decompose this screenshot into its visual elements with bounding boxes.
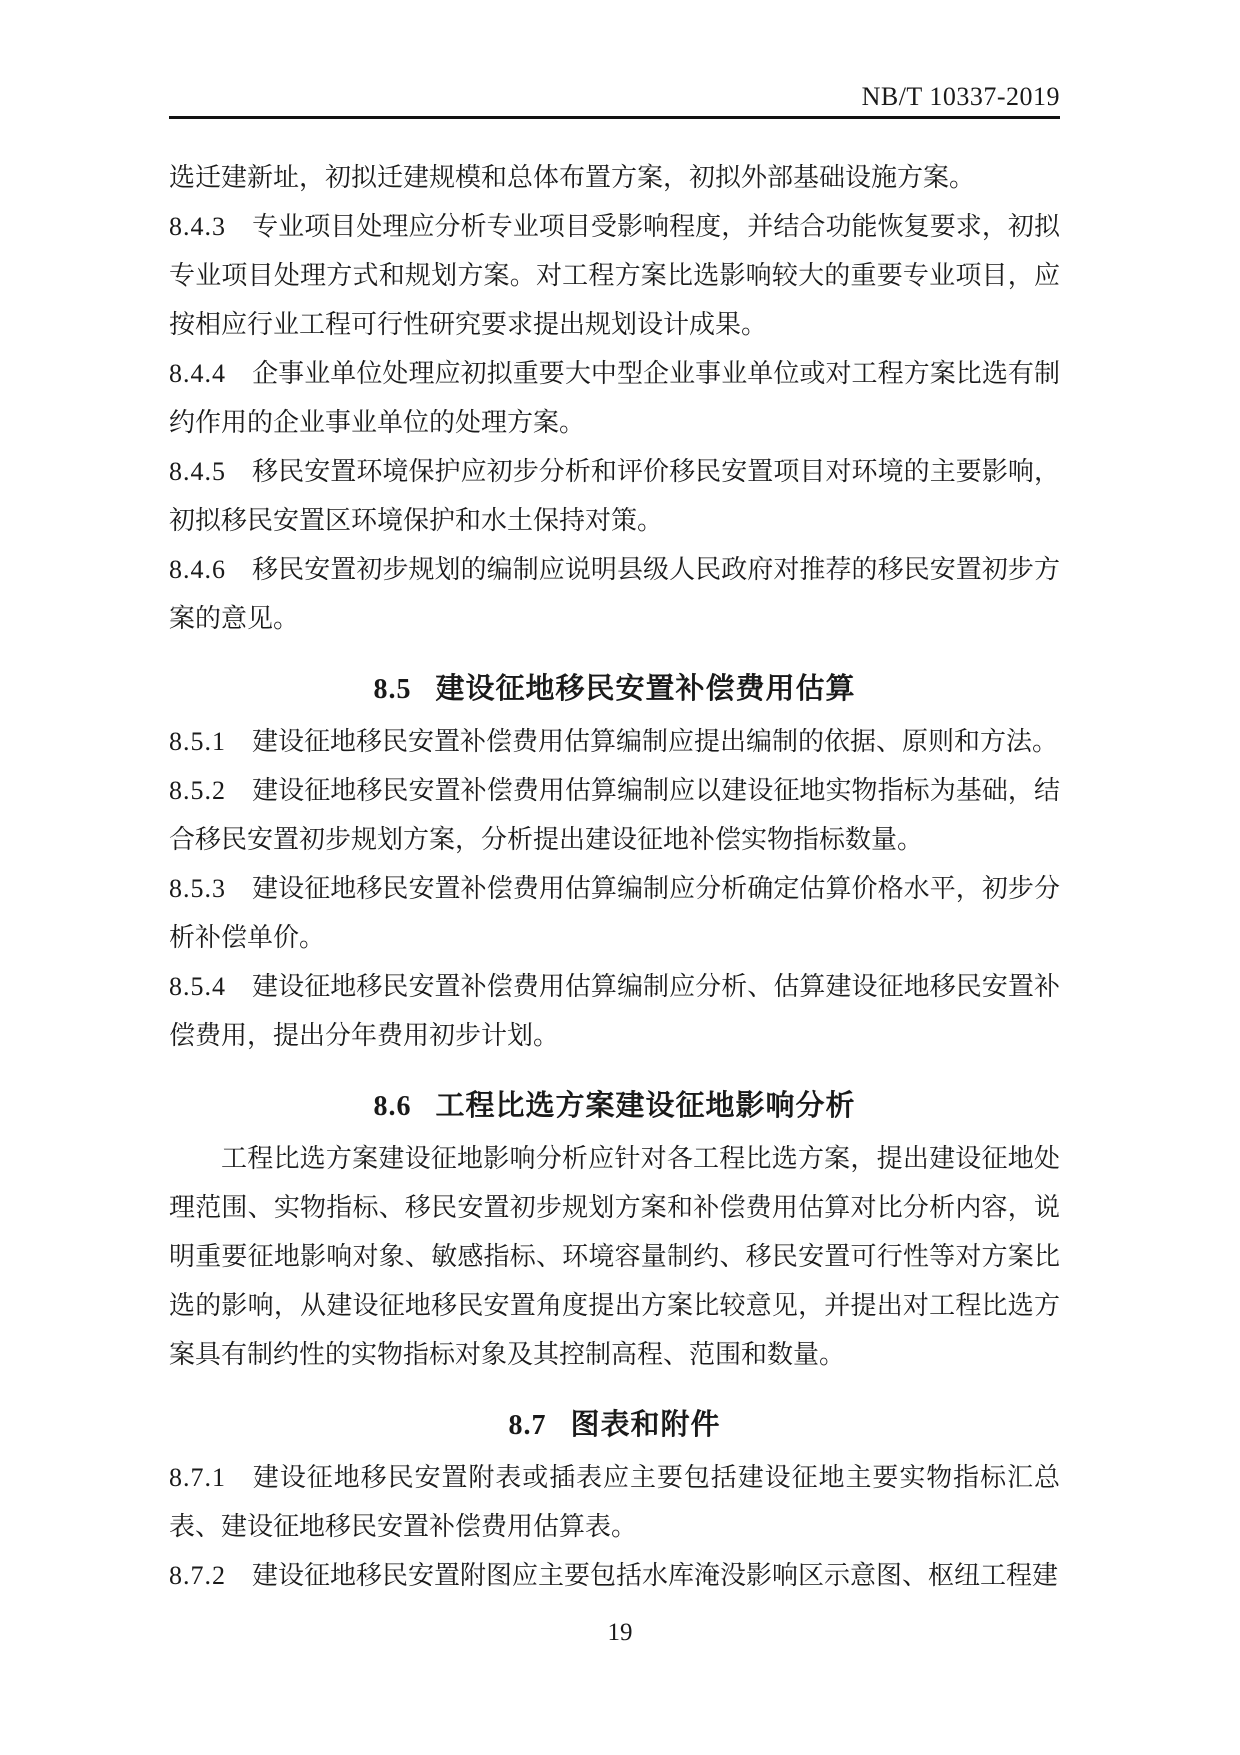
heading-title: 图表和附件 — [570, 1409, 721, 1441]
clause-text: 建设征地移民安置补偿费用估算编制应以建设征地实物指标为基础，结合移民安置初步规划方案，分析提出建设征地补偿实物指标数量。 — [169, 776, 1060, 854]
heading-number: 8.6 — [373, 1091, 412, 1122]
clause-text: 建设征地移民安置补偿费用估算编制应分析确定估算价格水平，初步分析补偿单价。 — [169, 874, 1060, 952]
clause-number: 8.4.4 — [169, 359, 226, 388]
section-heading-8-5 — [169, 664, 1060, 715]
clause-8-4-4 — [169, 349, 1060, 447]
clause-text: 建设征地移民安置附表或插表应主要包括建设征地主要实物指标汇总表、建设征地移民安置补偿费用估算表。 — [169, 1463, 1060, 1541]
clause-number: 8.5.4 — [169, 972, 226, 1001]
clause-number: 8.4.6 — [169, 555, 226, 584]
clause-text: 移民安置初步规划的编制应说明县级人民政府对推荐的移民安置初步方案的意见。 — [169, 555, 1060, 633]
heading-title: 工程比选方案建设征地影响分析 — [435, 1090, 856, 1122]
clause-8-5-2 — [169, 766, 1060, 864]
paragraph-text: 选迁建新址，初拟迁建规模和总体布置方案，初拟外部基础设施方案。 — [169, 163, 976, 192]
clause-8-4-3 — [169, 202, 1060, 349]
clause-number: 8.4.3 — [169, 212, 226, 241]
clause-number: 8.4.5 — [169, 457, 226, 486]
document-body — [169, 153, 1060, 1600]
clause-number: 8.7.2 — [169, 1561, 226, 1590]
clause-text: 建设征地移民安置补偿费用估算编制应分析、估算建设征地移民安置补偿费用，提出分年费用初步计划。 — [169, 972, 1060, 1050]
clause-text: 移民安置环境保护应初步分析和评价移民安置项目对环境的主要影响，初拟移民安置区环境保护和水土保持对策。 — [169, 457, 1060, 535]
standard-code: NB/T 10337-2019 — [861, 82, 1060, 111]
clause-8-4-5 — [169, 447, 1060, 545]
heading-number: 8.7 — [508, 1410, 547, 1441]
heading-title: 建设征地移民安置补偿费用估算 — [435, 673, 856, 705]
clause-8-5-1 — [169, 717, 1060, 766]
clause-number: 8.5.1 — [169, 727, 226, 756]
heading-number: 8.5 — [373, 674, 412, 705]
clause-text: 建设征地移民安置附图应主要包括水库淹没影响区示意图、枢纽工程建 — [252, 1561, 1059, 1590]
clause-8-7-1 — [169, 1453, 1060, 1551]
section-heading-8-7 — [169, 1400, 1060, 1451]
clause-number: 8.5.3 — [169, 874, 226, 903]
clause-text: 建设征地移民安置补偿费用估算编制应提出编制的依据、原则和方法。 — [252, 727, 1059, 756]
clause-text: 企事业单位处理应初拟重要大中型企业事业单位或对工程方案比选有制约作用的企业事业单位的处理方案。 — [169, 359, 1060, 437]
clause-number: 8.7.1 — [169, 1463, 226, 1492]
clause-8-5-4 — [169, 962, 1060, 1060]
section-8-6-paragraph — [169, 1134, 1060, 1379]
section-heading-8-6 — [169, 1081, 1060, 1132]
page-header — [169, 82, 1060, 112]
clause-number: 8.5.2 — [169, 776, 226, 805]
clause-8-7-2 — [169, 1551, 1060, 1600]
paragraph-text: 工程比选方案建设征地影响分析应针对各工程比选方案，提出建设征地处理范围、实物指标、移民安置初步规划方案和补偿费用估算对比分析内容，说明重要征地影响对象、敏感指标、环境容量制约、移民安置可行性等对方案比选的影响，从建设征地移民安置角度提出方案比较意见，并提出对工程比选方案具有制约性的实物指标对象及其控制高程、范围和数量。 — [169, 1144, 1060, 1369]
continuation-paragraph — [169, 153, 1060, 202]
header-rule — [169, 116, 1060, 119]
page-number: 19 — [607, 1619, 633, 1646]
clause-8-5-3 — [169, 864, 1060, 962]
clause-8-4-6 — [169, 545, 1060, 643]
page-footer — [0, 1618, 1240, 1648]
clause-text: 专业项目处理应分析专业项目受影响程度，并结合功能恢复要求，初拟专业项目处理方式和规划方案。对工程方案比选影响较大的重要专业项目，应按相应行业工程可行性研究要求提出规划设计成果。 — [169, 212, 1060, 339]
